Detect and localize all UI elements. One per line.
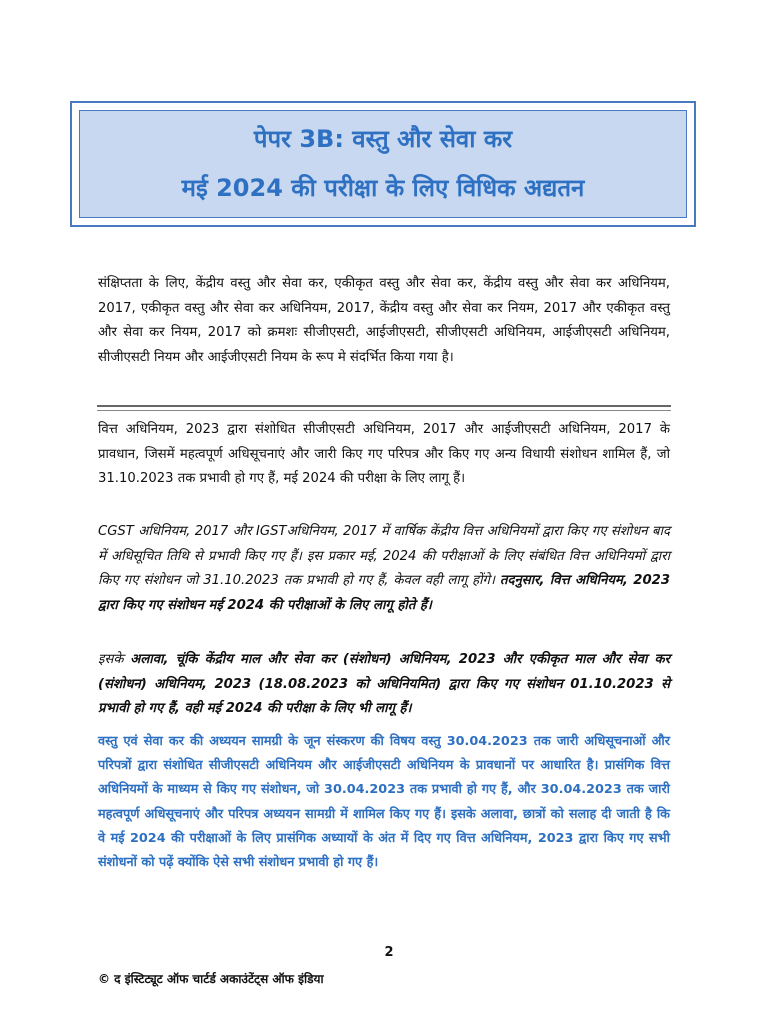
intro-paragraph: संक्षिप्तता के लिए, केंद्रीय वस्तु और सेवा कर, एकीकृत वस्तु और सेवा कर, केंद्रीय वस्तु और सेवा कर अधिनियम, 2017, एकीकृत वस्तु और सेवा कर अधिनियम, 2017, केंद्रीय वस्तु और सेवा कर नियम, 2017 और एकीकृत वस्तु और सेवा कर नियम, 2017 को क्रमशः सीजीएसटी, आईजीएसटी, सीजीएसटी अधिनियम, आईजीएसटी अधिनियम, सीजीएसटी नियम और आईजीएसटी नियम के रूप मे संदर्भित किया गया है। (98, 276, 670, 365)
study-material-paragraph: वस्तु एवं सेवा कर की अध्ययन सामग्री के जून संस्करण की विषय वस्तु 30.04.2023 तक जारी अधिसूचनाओं और परिपत्रों द्वारा संशोधित सीजीएसटी अधिनियम और आईजीएसटी अधिनियम के प्रावधानों पर आधारित है। प्रासंगिक वित्त अधिनियमों के माध्यम से किए गए संशोधन, जो 30.04.2023 तक प्रभावी हो गए हैं, और 30.04.2023 तक जारी महत्वपूर्ण अधिसूचनाएं और परिपत्र अध्ययन सामग्री में शामिल किए गए हैं। इसके अलावा, छात्रों को सलाह दी जाती है कि वे मई 2024 की परीक्षाओं के लिए प्रासंगिक अध्यायों के अंत में दिए गए वित्त अधिनियम, 2023 द्वारा किए गए सभी संशोधनों को पढ़ें क्योंकि ऐसे सभी संशोधन प्रभावी हो गए हैं। (98, 734, 670, 871)
page-title: पेपर 3B: वस्तु और सेवा कर (253, 125, 513, 153)
divider-thin (97, 410, 671, 411)
update-paragraph: वित्त अधिनियम, 2023 द्वारा संशोधित सीजीएसटी अधिनियम, 2017 और आईजीएसटी अधिनियम, 2017 के प्रावधान, जिसमें महत्वपूर्ण अधिसूचनाएं और जारी किए गए परिपत्र और किए गए अन्य विधायी संशोधन शामिल हैं, जो 31.10.2023 तक प्रभावी हो गए हैं, मई 2024 की परीक्षा के लिए लागू हैं। (98, 422, 670, 486)
title-box (70, 101, 696, 227)
also-lead: इसके (98, 652, 124, 667)
amendment-bold-text: तदनुसार, वित्त अधिनियम, 2023 द्वारा किए गए संशोधन मई 2024 की परीक्षाओं के लिए लागू होते हैं। (98, 573, 670, 613)
page-number: 2 (384, 945, 394, 960)
also-paragraph (98, 648, 670, 722)
divider-thick (97, 405, 671, 407)
page-subtitle: मई 2024 की परीक्षा के लिए विधिक अद्यतन (181, 174, 585, 202)
amendment-paragraph (98, 520, 670, 618)
amendment-text: CGST अधिनियम, 2017 और IGSTअधिनियम, 2017 में वार्षिक केंद्रीय वित्त अधिनियमों द्वारा किए गए संशोधन बाद में अधिसूचित तिथि से प्रभावी किए गए हैं। इस प्रकार मई, 2024 की परीक्षाओं के लिए संबंधित वित्त अधिनियमों द्वारा किए गए संशोधन जो 31.10.2023 तक प्रभावी हो गए हैं, केवल वही लागू होंगे। (98, 524, 670, 588)
title-panel (79, 110, 687, 218)
also-bold-text: अलावा, चूंकि केंद्रीय माल और सेवा कर (संशोधन) अधिनियम, 2023 और एकीकृत माल और सेवा कर (संशोधन) अधिनियम, 2023 (18.08.2023 को अधिनियमित) द्वारा किए गए संशोधन 01.10.2023 से प्रभावी हो गए हैं, वही मई 2024 की परीक्षा के लिए भी लागू हैं। (98, 652, 670, 716)
copyright-footer: © द इंस्टिट्यूट ऑफ चार्टर्ड अकाउंटेंट्स ऑफ इंडिया (98, 972, 324, 986)
